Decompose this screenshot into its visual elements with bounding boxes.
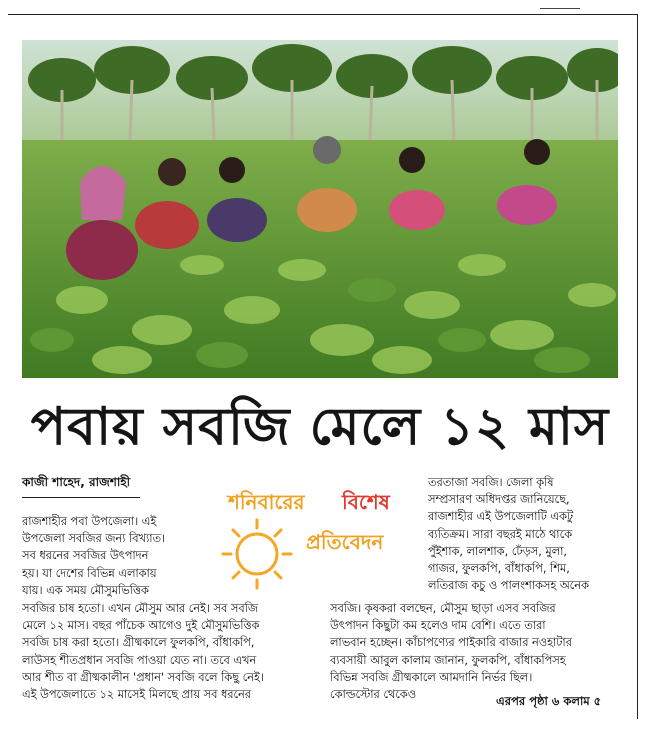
- badge-word-special: বিশেষ: [342, 490, 390, 514]
- body-line: আর শীত বা গ্রীষ্মকালীন 'প্রধান' সবজি বলে কিছু নেই।: [22, 670, 264, 684]
- byline: কাজী শাহেদ, রাজশাহী: [22, 474, 140, 498]
- body-line: সম্প্রসারণ অধিদপ্তর জানিয়েছে,: [428, 493, 570, 507]
- body-line: রাজশাহীর পবা উপজেলা। এই: [22, 515, 157, 528]
- body-line: লাউসহ শীতপ্রধান সবজি পাওয়া যেত না। তবে এখন: [22, 653, 257, 667]
- body-line: পুঁইশাক, লালশাক, ঢেঁড়স, মুলা,: [428, 544, 567, 558]
- body-line: হয়। যা দেশের বিভিন্ন এলাকায়: [22, 566, 157, 580]
- continued-on-page-link: এরপর পৃষ্ঠা ৬ কলাম ৫: [496, 694, 602, 708]
- body-line: যায়। এক সময় মৌসুমভিত্তিক: [22, 583, 149, 597]
- body-line: বিভিন্ন সবজি গ্রীষ্মকালে আমদানি নির্ভর ছিল।: [330, 670, 533, 684]
- body-line: ব্যতিক্রম। সারা বছরই মাঠে থাকে: [428, 527, 573, 541]
- body-line: সব ধরনের সবজির উৎপাদন: [22, 549, 149, 563]
- body-line: এই উপজেলাতে ১২ মাসেই মিলছে প্রায় সব ধরনের: [22, 688, 251, 702]
- body-line: গাজর, ফুলকপি, বাঁধাকপি, শিম,: [428, 562, 570, 576]
- badge-word-report: প্রতিবেদন: [306, 530, 384, 554]
- body-line: ব্যবসায়ী আবুল কালাম জানান, ফুলকপি, বাঁধাকপিসহ: [330, 653, 566, 667]
- badge-word-saturday: শনিবারের: [228, 490, 305, 514]
- body-line: সবজি। কৃষকরা বলছেন, মৌসুম ছাড়া এসব সবজির: [330, 602, 556, 615]
- body-line: কোল্ডস্টোর থেকেও: [330, 688, 417, 702]
- body-line: উৎপাদন কিছুটা কম হলেও দাম বেশি। এতে তারা: [330, 619, 546, 633]
- sun-icon: [214, 514, 300, 592]
- special-report-badge: [214, 478, 420, 594]
- body-line: তরতাজা সবজি। জেলা কৃষি: [428, 476, 554, 489]
- body-column-wide-left: [22, 600, 314, 703]
- body-line: মেলে ১২ মাস। বছর পাঁচেক আগেও দুই মৌসুমভিত্তিক: [22, 619, 260, 633]
- body-line: লাভবান হচ্ছেন। কাঁচাপণ্যের পাইকারি বাজার নওহাটার: [330, 636, 572, 650]
- body-column-1: [22, 513, 212, 599]
- body-line: উপজেলা সবজির জন্য বিখ্যাত।: [22, 532, 166, 546]
- body-column-3: [428, 474, 618, 594]
- body-line: সবজি চাষ করা হতো। গ্রীষ্মকালে ফুলকপি, বাঁধাকপি,: [22, 636, 255, 650]
- headline: পবায় সবজি মেলে ১২ মাস: [30, 396, 610, 457]
- body-column-wide-right: [330, 600, 618, 703]
- body-line: রাজশাহীর এই উপজেলাটি একটু: [428, 510, 574, 524]
- body-line: লতিরাজ কচু ও পালংশাকসহ অনেক: [428, 579, 589, 593]
- page-edge-mark: [540, 0, 580, 9]
- body-line: সবজির চাষ হতো। এখন মৌসুম আর নেই। সব সবজি: [22, 602, 258, 615]
- news-photo: [22, 40, 618, 378]
